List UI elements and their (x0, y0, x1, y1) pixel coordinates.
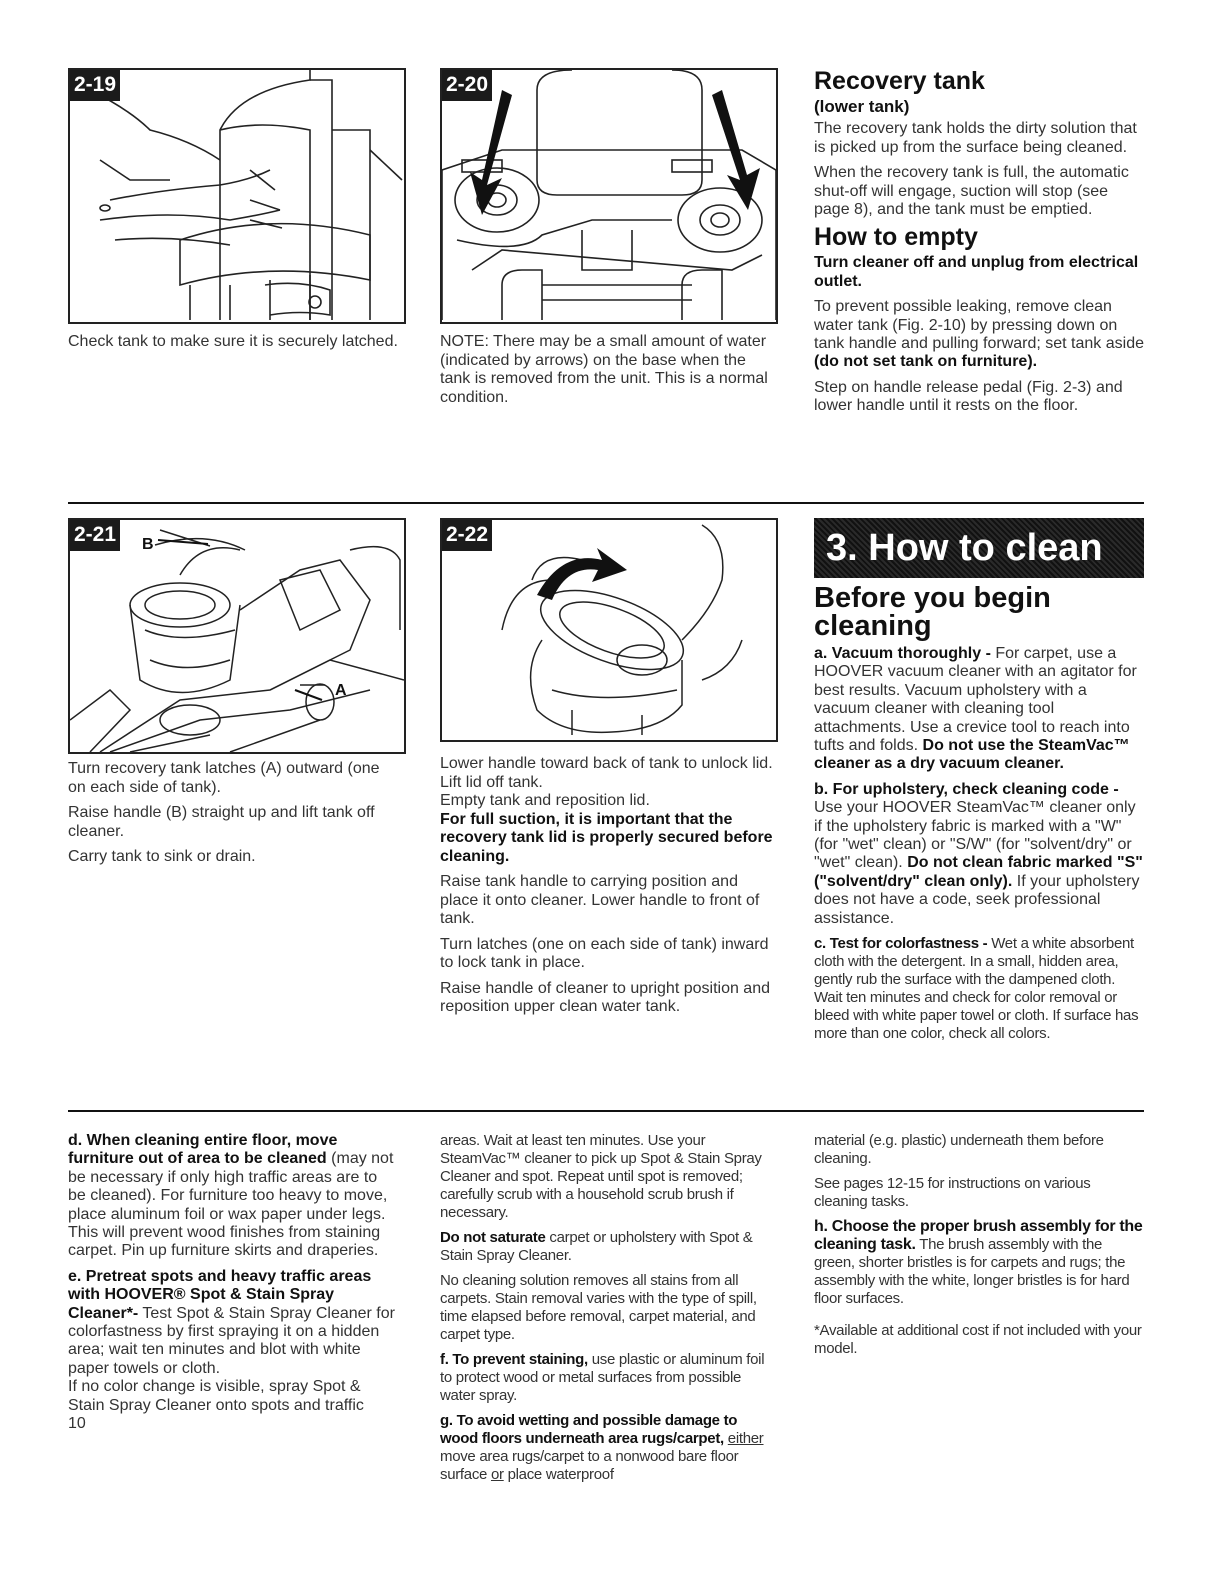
label-a: A (335, 682, 347, 699)
item-e: e. Pretreat spots and heavy traffic areas with HOOVER® Spot & Stain Spray Cleaner*- Test Spot & Stain Spray Cleaner for colorfastness by first spraying it on a hidden area; wait ten minutes and blot with white paper towels or cloth. (68, 1267, 395, 1377)
figure-2-20-caption: NOTE: There may be a small amount of water (indicated by arrows) on the base when the tank is removed from the unit. This is a normal condition. (440, 333, 768, 406)
figure-2-21-illustration (70, 520, 404, 752)
item-d: d. When cleaning entire floor, move furniture out of area to be cleaned (may not be necessary if only high traffic areas are to be cleaned). For furniture too heavy to move, place aluminum foil or wax paper under legs. This will prevent wood finishes from staining carpet. Pin up furniture skirts and draperies. (68, 1132, 394, 1260)
bottom-middle-column: areas. Wait at least ten minutes. Use your SteamVac™ cleaner to pick up Spot & Stain Spray Cleaner and spot. Repeat until spot is removed; carefully scrub with a household scrub brush if necessary. Do not saturate carpet or upholstery with Spot & Stain Spray Cleaner. No cleaning solution removes all stains from all carpets. Stain removal varies with the type of spill, time elapsed before removal, carpet material, and carpet type. f. To prevent staining, use plastic or aluminum foil to protect wood or metal surfaces from possible water spray. g. To avoid wetting and possible damage to wood floors underneath area rugs/carpet, either move area rugs/carpet to a nonwood bare floor surface or place waterproof (440, 1132, 775, 1491)
item-g: g. To avoid wetting and possible damage to wood floors underneath area rugs/carpet, either move area rugs/carpet to a nonwood bare floor surface or place waterproof (440, 1412, 764, 1483)
item-h: h. Choose the proper brush assembly for the cleaning task. The brush assembly with the green, shorter bristles is for carpets and rugs; the assembly with the white, longer bristles is for hard floor surfaces. (814, 1218, 1143, 1307)
figure-tag: 2-22 (442, 520, 492, 551)
item-a: a. Vacuum thoroughly - For carpet, use a HOOVER vacuum cleaner with an agitator for best results. Vacuum upholstery with a vacuum cleaner with cleaning tool attachments. Use a crevice tool to reach into tufts and folds. Do not use the SteamVac™ cleaner as a dry vacuum cleaner. (814, 645, 1137, 773)
figure-tag: 2-21 (70, 520, 120, 551)
recovery-paragraph: When the recovery tank is full, the automatic shut-off will engage, suction will stop (see page 8), and the tank must be emptied. (814, 164, 1129, 219)
divider (68, 502, 1144, 504)
bottom-left-column (68, 1132, 398, 1434)
recovery-tank-heading: Recovery tank (814, 67, 985, 95)
figure-2-21-caption: Turn recovery tank latches (A) outward (one on each side of tank). Raise handle (B) straight up and lift tank off cleaner. Carry tank to sink or drain. (68, 760, 380, 865)
label-b: B (142, 536, 154, 553)
bottom-right-column: material (e.g. plastic) underneath them before cleaning. See pages 12-15 for instructions on various cleaning tasks. h. Choose the proper brush assembly for the cleaning task. The brush assembly with the green, shorter bristles is for carpets and rugs; the assembly with the white, longer bristles is for hard floor surfaces. *Available at additional cost if not included with your model. (814, 1132, 1143, 1357)
item-c: c. Test for colorfastness - Wet a white absorbent cloth with the detergent. In a small, hidden area, gently rub the surface with the dampened cloth. Wait ten minutes and check for color removal or bleed with white paper towel or cloth. If surface has more than one color, check all colors. (814, 935, 1139, 1043)
recovery-paragraph: The recovery tank holds the dirty solution that is picked up from the surface being cleaned. (814, 120, 1137, 156)
figure-2-20 (440, 68, 778, 324)
figure-2-19-caption: Check tank to make sure it is securely latched. (68, 333, 398, 350)
figure-2-20-illustration (442, 70, 776, 322)
section-banner: 3. How to clean (814, 518, 1144, 578)
item-f: f. To prevent staining, use plastic or aluminum foil to protect wood or metal surfaces from possible water spray. (440, 1351, 765, 1404)
figure-tag: 2-19 (70, 70, 120, 101)
footnote: *Available at additional cost if not included with your model. (814, 1322, 1142, 1357)
item-b: b. For upholstery, check cleaning code - Use your HOOVER SteamVac™ cleaner only if the upholstery fabric is marked with a "W" (for "wet" clean) or "S/W" (for "solvent/dry" or "wet" clean). Do not clean fabric marked "S" ("solvent/dry" clean only). If your upholstery does not have a code, seek professional assistance. (814, 780, 1143, 927)
before-you-begin-heading: Before you begin cleaning (814, 582, 1051, 642)
how-to-empty-heading: How to empty (814, 223, 978, 252)
figure-2-22-illustration (442, 520, 776, 740)
recovery-tank-subheading: (lower tank) (814, 97, 910, 116)
before-you-begin-section (814, 645, 1144, 1050)
item-e-continued: If no color change is visible, spray Spot & Stain Spray Cleaner onto spots and traffic (68, 1378, 364, 1414)
figure-2-19-illustration (70, 70, 404, 322)
page-number: 10 (68, 1415, 86, 1433)
figure-tag: 2-20 (442, 70, 492, 101)
figure-2-21 (68, 518, 406, 754)
recovery-tank-section (814, 68, 1144, 423)
recovery-paragraph: Step on handle release pedal (Fig. 2-3) and lower handle until it rests on the floor. (814, 378, 1123, 415)
figure-2-22-caption: Lower handle toward back of tank to unlock lid. Lift lid off tank. Empty tank and reposition lid. For full suction, it is important that the recovery tank lid is properly secured before cleaning. Raise tank handle to carrying position and place it onto cleaner. Lower handle to front of tank. Turn latches (one on each side of tank) inward to lock tank in place. Raise handle of cleaner to upright position and reposition upper clean water tank. (440, 755, 773, 1015)
recovery-paragraph: To prevent possible leaking, remove clean water tank (Fig. 2-10) by pressing down on tank handle and pulling forward; set tank aside (do not set tank on furniture). (814, 298, 1144, 371)
figure-2-22 (440, 518, 778, 742)
empty-warning: Turn cleaner off and unplug from electrical outlet. (814, 254, 1139, 290)
figure-2-19 (68, 68, 406, 324)
divider (68, 1110, 1144, 1112)
